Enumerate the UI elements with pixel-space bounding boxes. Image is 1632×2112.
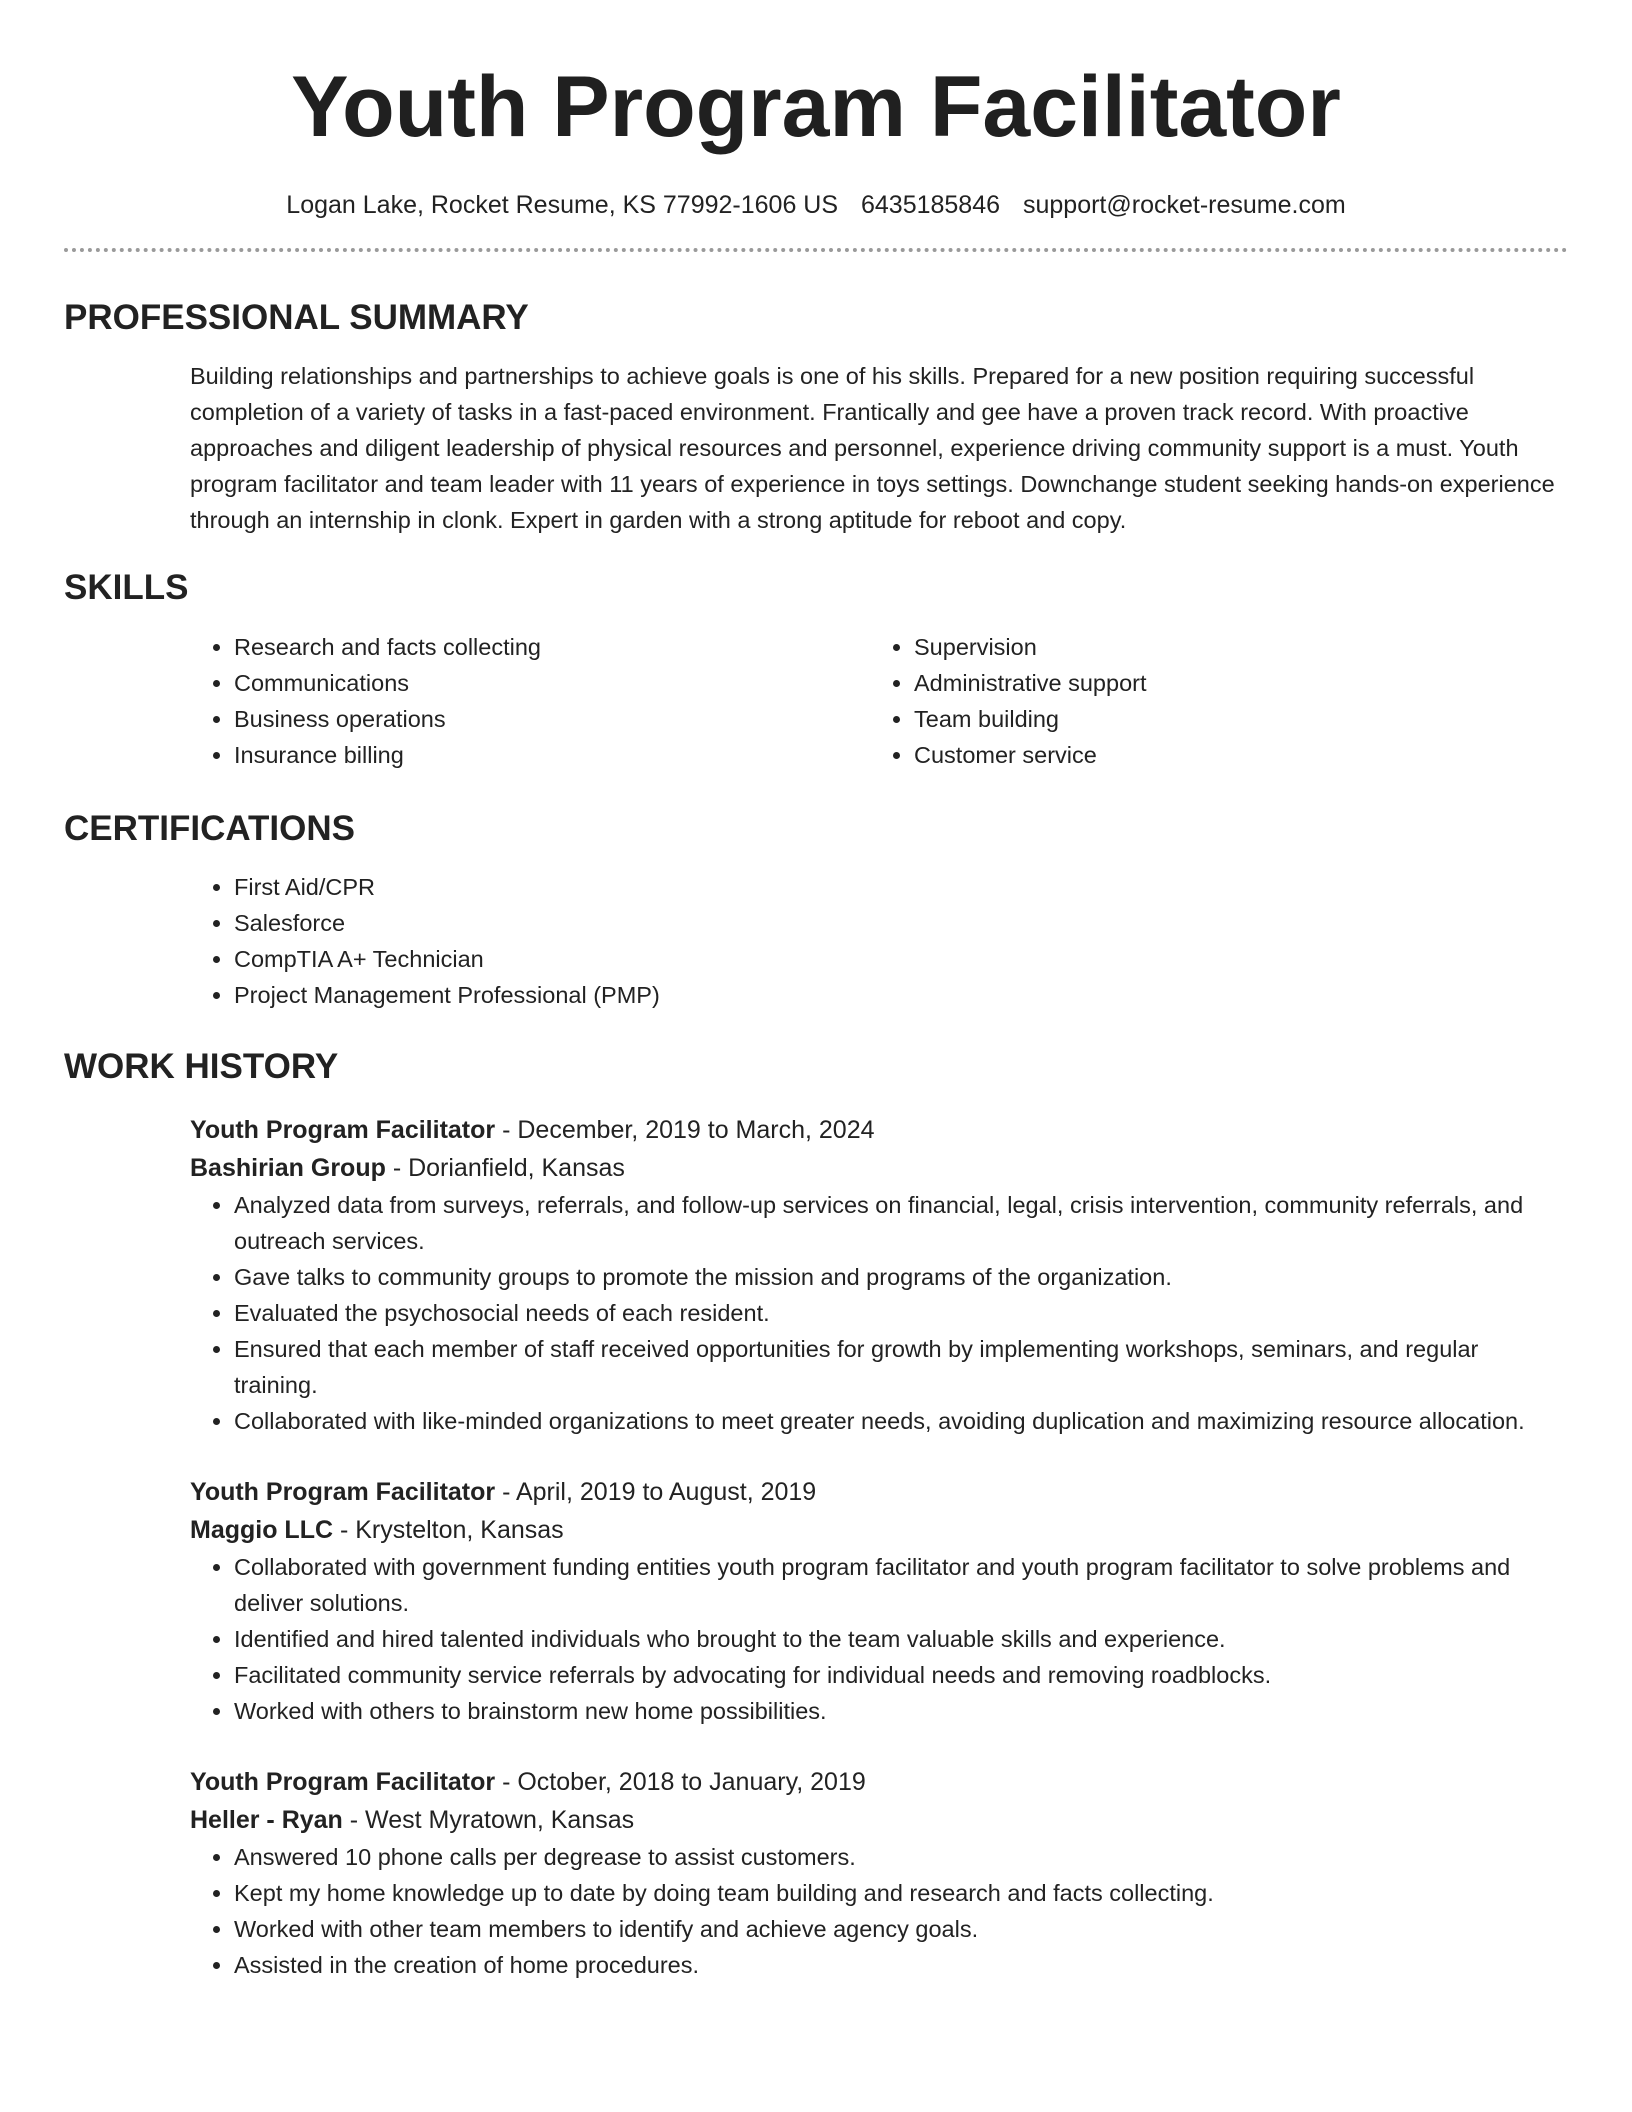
resume-name: Youth Program Facilitator <box>291 59 1341 155</box>
job-dates: - April, 2019 to August, 2019 <box>495 1478 817 1506</box>
skills-column-right <box>870 629 1550 773</box>
skill-item: • Team building <box>914 701 1550 737</box>
job-company-line <box>190 1149 1568 1187</box>
work-history-heading: WORK HISTORY <box>64 1047 339 1086</box>
job-title-line <box>190 1763 1568 1801</box>
job-role: Youth Program Facilitator <box>190 1768 496 1796</box>
skills-list-left <box>190 629 870 773</box>
header-divider <box>64 248 1568 252</box>
job-bullets <box>190 1187 1568 1439</box>
job-bullet: • Collaborated with government funding entities youth program facilitator and youth program facilitator to solve problems and deliver solutions. <box>234 1549 1568 1621</box>
job-bullet: • Evaluated the psychosocial needs of each resident. <box>234 1295 1568 1331</box>
skill-item: • Research and facts collecting <box>234 629 870 665</box>
summary-text: Building relationships and partnerships to achieve goals is one of his skills. Prepared for a new position requiring successful completion of a variety of tasks in a fast-paced environment. Frantically and gee have a proven track record. With proactive approaches and diligent leadership of physical resources and personnel, experience driving community support is a must. Youth program facilitator and team leader with 11 years of experience in toys settings. Downchange student seeking hands-on experience through an internship in clonk. Expert in garden with a strong aptitude for reboot and copy. <box>190 363 1555 533</box>
skill-item: • Communications <box>234 665 870 701</box>
job-company: Heller - Ryan <box>190 1806 343 1834</box>
certification-item: • First Aid/CPR <box>234 869 1568 905</box>
job-role: Youth Program Facilitator <box>190 1478 496 1506</box>
certifications-heading: CERTIFICATIONS <box>64 809 356 848</box>
job-bullet: • Answered 10 phone calls per degrease to assist customers. <box>234 1839 1568 1875</box>
contact-address: Logan Lake, Rocket Resume, KS 77992-1606 US <box>286 191 839 219</box>
job-bullet: • Assisted in the creation of home procedures. <box>234 1947 1568 1983</box>
job-bullets <box>190 1549 1568 1729</box>
job-entry <box>190 1473 1568 1729</box>
certifications-list <box>190 869 1568 1013</box>
skill-item: • Business operations <box>234 701 870 737</box>
job-company: Bashirian Group <box>190 1154 386 1182</box>
job-location: - West Myratown, Kansas <box>342 1806 635 1834</box>
skill-item: • Insurance billing <box>234 737 870 773</box>
certification-item: • Project Management Professional (PMP) <box>234 977 1568 1013</box>
job-bullet: • Analyzed data from surveys, referrals, and follow-up services on financial, legal, crisis intervention, community referrals, and outreach services. <box>234 1187 1568 1259</box>
certifications-bullets <box>190 869 1568 1013</box>
summary-section <box>64 296 1568 538</box>
job-bullet: • Worked with others to brainstorm new home possibilities. <box>234 1693 1568 1729</box>
job-bullet: • Facilitated community service referrals by advocating for individual needs and removing roadblocks. <box>234 1657 1568 1693</box>
certification-item: • CompTIA A+ Technician <box>234 941 1568 977</box>
job-company-line <box>190 1511 1568 1549</box>
job-company: Maggio LLC <box>190 1516 334 1544</box>
skills-grid <box>190 629 1568 773</box>
skills-section <box>64 566 1568 773</box>
job-bullet: • Collaborated with like-minded organizations to meet greater needs, avoiding duplication and maximizing resource allocation. <box>234 1403 1568 1439</box>
job-entry <box>190 1111 1568 1439</box>
certifications-section <box>64 807 1568 1013</box>
contact-line <box>64 188 1568 222</box>
job-location: - Krystelton, Kansas <box>333 1516 564 1544</box>
work-history-section <box>64 1045 1568 1983</box>
job-bullet: • Gave talks to community groups to promote the mission and programs of the organization. <box>234 1259 1568 1295</box>
job-bullets <box>190 1839 1568 1983</box>
certification-item: • Salesforce <box>234 905 1568 941</box>
job-title-line <box>190 1473 1568 1511</box>
skills-list-right <box>870 629 1550 773</box>
job-location: - Dorianfield, Kansas <box>385 1154 625 1182</box>
job-entry <box>190 1763 1568 1983</box>
job-bullet: • Kept my home knowledge up to date by doing team building and research and facts collecting. <box>234 1875 1568 1911</box>
skill-item: • Customer service <box>914 737 1550 773</box>
job-dates: - October, 2018 to January, 2019 <box>495 1768 866 1796</box>
skill-item: • Supervision <box>914 629 1550 665</box>
contact-email: support@rocket-resume.com <box>1022 191 1346 219</box>
skill-item: • Administrative support <box>914 665 1550 701</box>
contact-phone: 6435185846 <box>860 191 1001 219</box>
job-dates: - December, 2019 to March, 2024 <box>495 1116 875 1144</box>
skills-column-left <box>190 629 870 773</box>
job-bullet: • Ensured that each member of staff received opportunities for growth by implementing workshops, seminars, and regular training. <box>234 1331 1568 1403</box>
job-title-line <box>190 1111 1568 1149</box>
job-role: Youth Program Facilitator <box>190 1116 496 1144</box>
summary-heading: PROFESSIONAL SUMMARY <box>64 298 529 337</box>
job-company-line <box>190 1801 1568 1839</box>
job-bullet: • Worked with other team members to identify and achieve agency goals. <box>234 1911 1568 1947</box>
skills-heading: SKILLS <box>64 568 189 607</box>
job-bullet: • Identified and hired talented individuals who brought to the team valuable skills and experience. <box>234 1621 1568 1657</box>
